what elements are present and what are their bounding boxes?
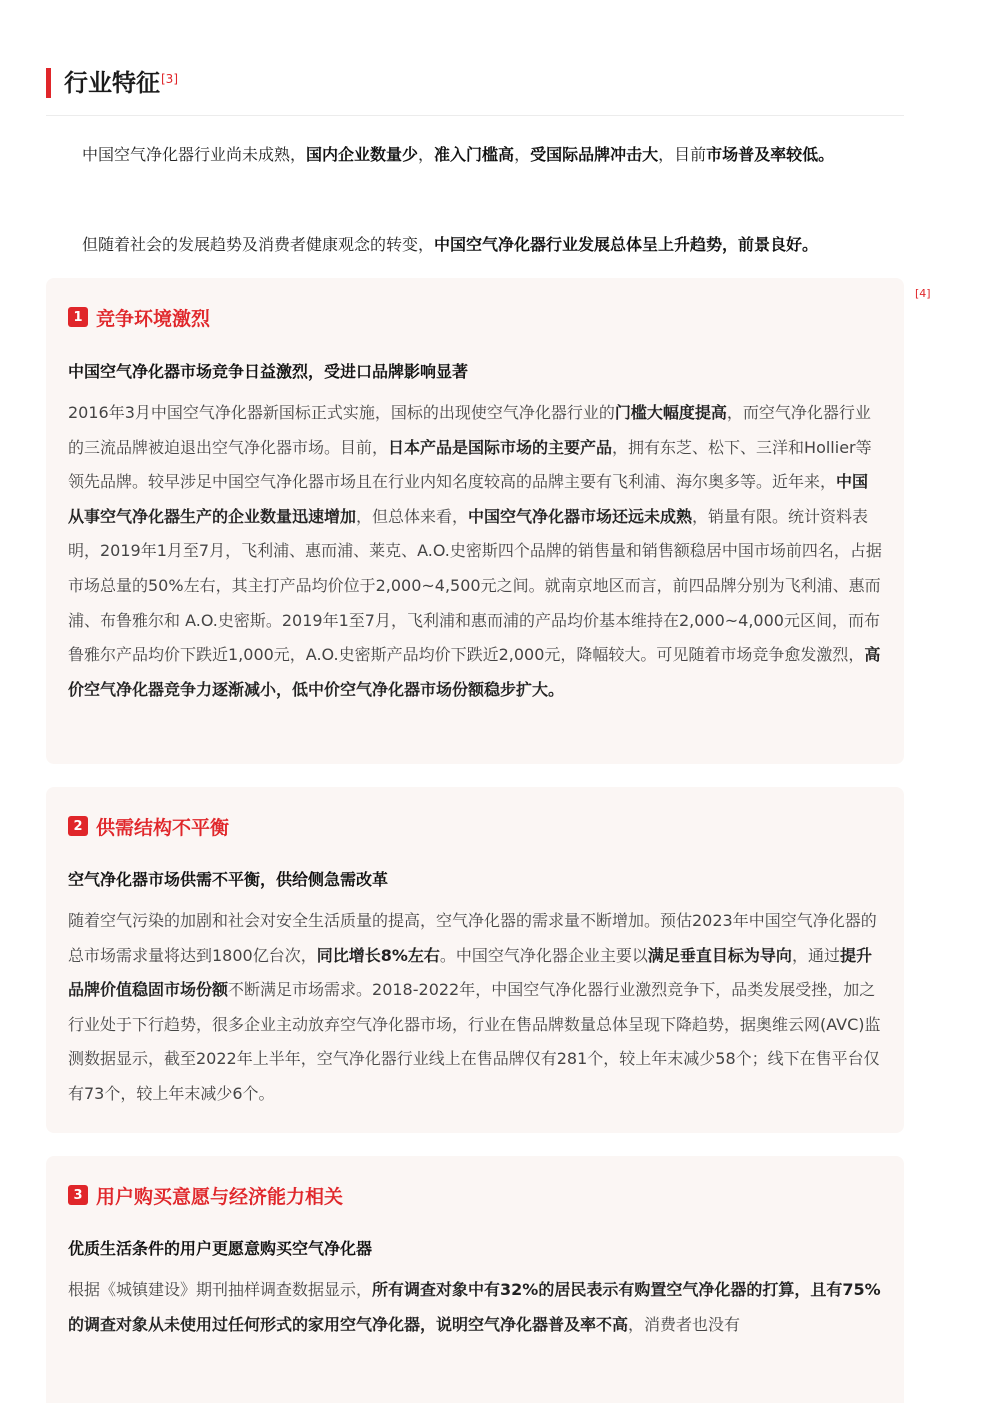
card-body: 2016年3月中国空气净化器新国标正式实施，国标的出现使空气净化器行业的门槛大幅度提高，而空气净化器行业的三流品牌被迫退出空气净化器市场。目前，日本产品是国际市场的主要产品，拥有东芝、松下、三洋和Hollier等领先品牌。较早涉足中国空气净化器市场且在行业内知名度较高的品牌主要有飞利浦、海尔奥多等。近年来，中国从事空气净化器生产的企业数量迅速增加，但总体来看，中国空气净化器市场还远未成熟，销量有限。统计资料表明，2019年1月至7月，飞利浦、惠而浦、莱克、A.O.史密斯四个品牌的销售量和销售额稳居中国市场前四名，占据市场总量的50%左右，其主打产品均价位于2,000~4,500元之间。就南京地区而言，前四品牌分别为飞利浦、惠而浦、布鲁雅尔和 A.O.史密斯。2019年1至7月，飞利浦和惠而浦的产品均价基本维持在2,000~4,000元区间，而布鲁雅尔产品均价下跌近1,000元，A.O.史密斯产品均价下跌近2,000元，降幅较大。可见随着市场竞争愈发激烈，高价空气净化器竞争力逐渐减小，低中价空气净化器市场份额稳步扩大。 bbox=[68, 403, 882, 699]
section-title bbox=[64, 66, 178, 100]
footnote-ref[interactable]: [3] bbox=[161, 72, 178, 86]
card-title: 用户购买意愿与经济能力相关 bbox=[96, 1185, 344, 1208]
card-header bbox=[68, 814, 229, 838]
card-subtitle: 空气净化器市场供需不平衡，供给侧急需改革 bbox=[68, 870, 389, 889]
card-subtitle: 优质生活条件的用户更愿意购买空气净化器 bbox=[68, 1239, 373, 1258]
card-body: 根据《城镇建设》期刊抽样调查数据显示，所有调查对象中有32%的居民表示有购置空气净化器的打算，且有75%的调查对象从未使用过任何形式的家用空气净化器，说明空气净化器普及率不高，消费者也没有 bbox=[68, 1280, 881, 1334]
card-subtitle: 中国空气净化器市场竞争日益激烈，受进口品牌影响显著 bbox=[68, 362, 469, 381]
feature-card-purchase-intent bbox=[46, 1156, 904, 1403]
section-header bbox=[46, 66, 904, 116]
number-badge: 1 bbox=[68, 307, 88, 327]
feature-card-competition bbox=[46, 278, 904, 764]
number-badge: 2 bbox=[68, 816, 88, 836]
section-title-text: 行业特征 bbox=[64, 69, 160, 97]
card-body: 随着空气污染的加剧和社会对安全生活质量的提高，空气净化器的需求量不断增加。预估2023年中国空气净化器的总市场需求量将达到1800亿台次，同比增长8%左右。中国空气净化器企业主要以满足垂直目标为导向，通过提升品牌价值稳固市场份额不断满足市场需求。2018-2022年，中国空气净化器行业激烈竞争下，品类发展受挫，加之行业处于下行趋势，很多企业主动放弃空气净化器市场，行业在售品牌数量总体呈现下降趋势，据奥维云网(AVC)监测数据显示，截至2022年上半年，空气净化器行业线上在售品牌仅有281个，较上年末减少58个；线下在售平台仅有73个，较上年末减少6个。 bbox=[68, 911, 881, 1103]
intro-paragraph-2: 但随着社会的发展趋势及消费者健康观念的转变，中国空气净化器行业发展总体呈上升趋势，前景良好。 bbox=[82, 235, 819, 254]
card-header bbox=[68, 305, 210, 329]
feature-card-supply-demand bbox=[46, 787, 904, 1133]
number-badge: 3 bbox=[68, 1185, 88, 1205]
section-accent-bar bbox=[46, 68, 51, 98]
card-header bbox=[68, 1183, 343, 1207]
intro-paragraph-1: 中国空气净化器行业尚未成熟，国内企业数量少，准入门槛高，受国际品牌冲击大，目前市场普及率较低。 bbox=[82, 145, 835, 164]
card-title: 供需结构不平衡 bbox=[96, 816, 230, 839]
side-footnote-ref[interactable]: [4] bbox=[915, 287, 931, 300]
card-title: 竞争环境激烈 bbox=[96, 307, 211, 330]
